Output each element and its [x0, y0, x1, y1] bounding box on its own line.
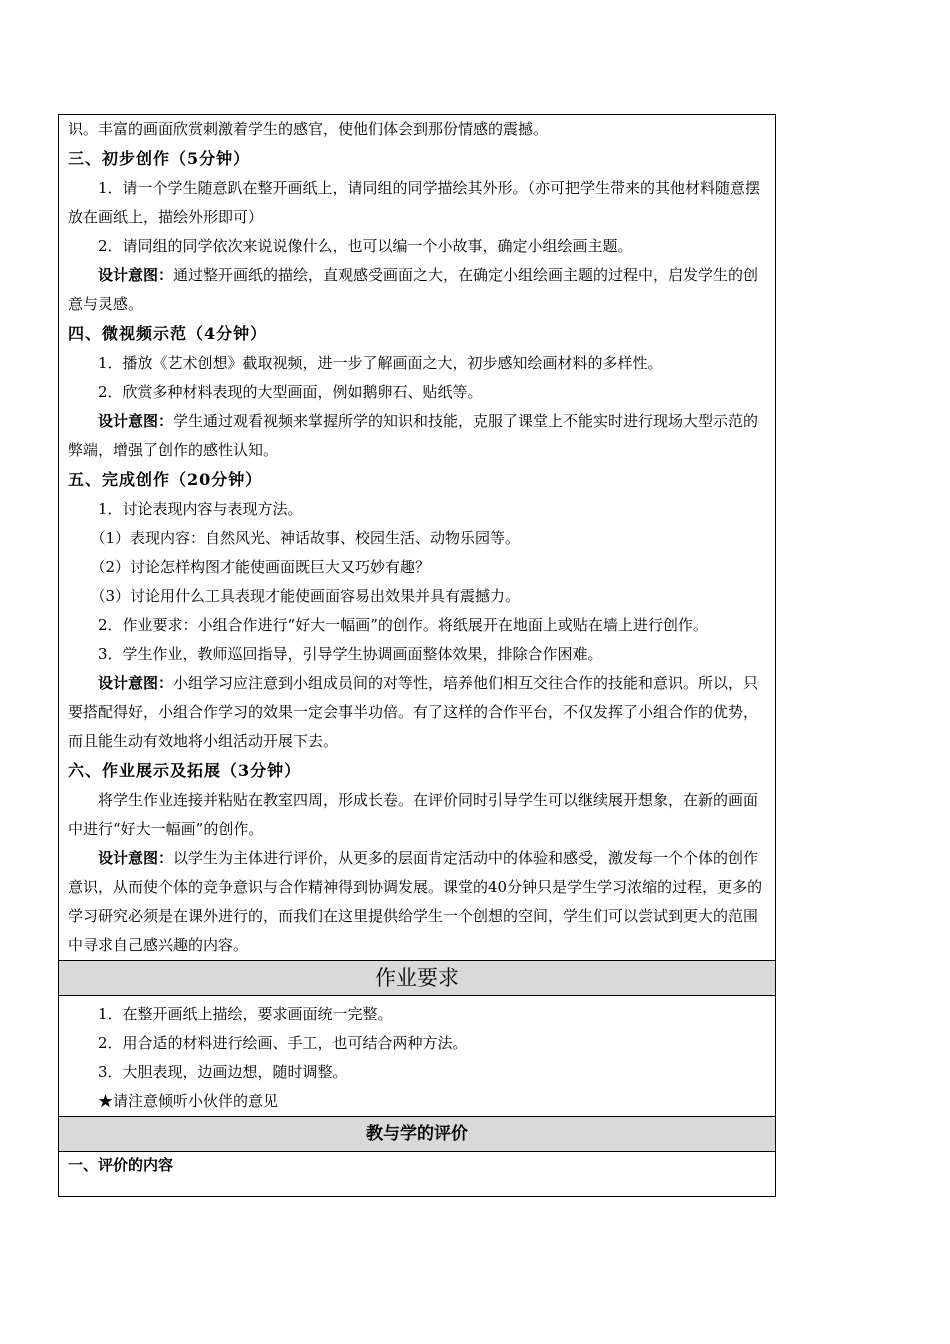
section-5-sub-1: （1）表现内容：自然风光、神话故事、校园生活、动物乐园等。: [90, 529, 521, 547]
homework-cell: [59, 996, 775, 1116]
intent-text: 通过整开画纸的描绘，直观感受画面之大，在确定小组绘画主题的过程中，启发学生的创意与灵感。: [68, 266, 759, 313]
section-4-step-2: 2．欣赏多种材料表现的大型画面，例如鹅卵石、贴纸等。: [98, 383, 483, 401]
process-cell: [59, 115, 775, 960]
intent-label: 设计意图：: [98, 849, 174, 867]
intent-text: 学生通过观看视频来掌握所学的知识和技能，克服了课堂上不能实时进行现场大型示范的弊端，增强了创作的感性认知。: [68, 412, 759, 459]
homework-note: ★请注意倾听小伙伴的意见: [98, 1092, 279, 1110]
homework-item: 2．用合适的材料进行绘画、手工，也可结合两种方法。: [98, 1034, 468, 1052]
section-4-step-1: 1．播放《艺术创想》截取视频，进一步了解画面之大，初步感知绘画材料的多样性。: [98, 354, 663, 372]
homework-item: 1．在整开画纸上描绘，要求画面统一完整。: [98, 1005, 393, 1023]
section-3-step-1: 1．请一个学生随意趴在整开画纸上，请同组的同学描绘其外形。（亦可把学生带来的其他材料随意摆放在画纸上，描绘外形即可）: [68, 179, 761, 226]
section-5-step-3: 3．学生作业，教师巡回指导，引导学生协调画面整体效果，排除合作困难。: [98, 645, 603, 663]
section-4-heading: 四、微视频示范（4分钟）: [68, 324, 268, 343]
evaluation-header: 教与学的评价: [59, 1116, 775, 1152]
lesson-plan-table: [58, 114, 776, 1197]
section-3-step-2: 2．请同组的同学依次来说说像什么，也可以编一个小故事，确定小组绘画主题。: [98, 237, 633, 255]
section-3-intent: [68, 261, 767, 319]
section-4-intent: [68, 407, 767, 465]
intent-text: 以学生为主体进行评价，从更多的层面肯定活动中的体验和感受，激发每一个个体的创作意识，从而使个体的竞争意识与合作精神得到协调发展。课堂的40分钟只是学生学习浓缩的过程，更多的学习研究必须是在课外进行的，而我们在这里提供给学生一个创想的空间，学生们可以尝试到更大的范围中寻求自己感兴趣的内容。: [68, 849, 763, 954]
intent-text: 小组学习应注意到小组成员间的对等性，培养他们相互交往合作的技能和意识。所以，只要搭配得好，小组合作学习的效果一定会事半功倍。有了这样的合作平台，不仅发挥了小组合作的优势，而且能生动有效地将小组活动开展下去。: [68, 674, 759, 750]
section-3-heading: 三、初步创作（5分钟）: [68, 149, 251, 168]
section-5-sub-2: （2）讨论怎样构图才能使画面既巨大又巧妙有趣？: [90, 558, 431, 576]
evaluation-cell: [59, 1152, 775, 1196]
section-5-intent: [68, 669, 767, 756]
intent-label: 设计意图：: [98, 266, 174, 284]
intro-text: 识。丰富的画面欣赏刺激着学生的感官，使他们体会到那份情感的震撼。: [68, 120, 549, 138]
section-5-sub-3: （3）讨论用什么工具表现才能使画面容易出效果并具有震撼力。: [90, 587, 521, 605]
section-6-heading: 六、作业展示及拓展（3分钟）: [68, 761, 302, 780]
section-5-step-1: 1．讨论表现内容与表现方法。: [98, 500, 303, 518]
homework-item: 3．大胆表现，边画边想，随时调整。: [98, 1063, 348, 1081]
intent-label: 设计意图：: [98, 412, 174, 430]
evaluation-subheading: 一、评价的内容: [68, 1156, 174, 1174]
intent-label: 设计意图：: [98, 674, 174, 692]
homework-header: 作业要求: [59, 960, 775, 996]
section-5-step-2: 2．作业要求：小组合作进行“好大一幅画”的创作。将纸展开在地面上或贴在墙上进行创作。: [98, 616, 708, 634]
section-5-heading: 五、完成创作（20分钟）: [68, 470, 263, 489]
section-6-text: 将学生作业连接并粘贴在教室四周，形成长卷。在评价同时引导学生可以继续展开想象，在新的画面中进行“好大一幅画”的创作。: [68, 791, 759, 838]
section-6-intent: [68, 844, 767, 960]
